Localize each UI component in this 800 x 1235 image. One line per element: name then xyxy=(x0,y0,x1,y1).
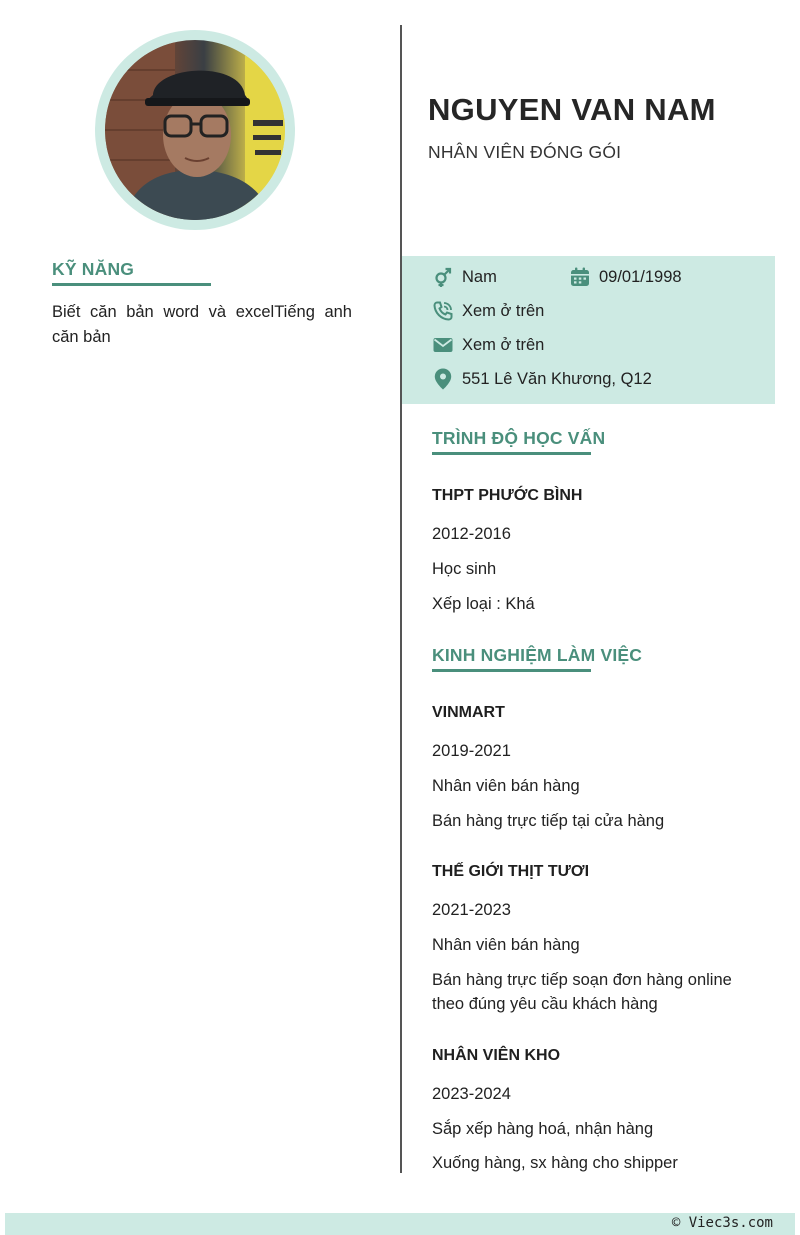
contact-box xyxy=(402,256,775,404)
job-position: Nhân viên bán hàng xyxy=(432,777,580,795)
job-position: Sắp xếp hàng hoá, nhận hàng xyxy=(432,1120,654,1138)
avatar xyxy=(105,40,285,220)
job-years: 2019-2021 xyxy=(432,742,511,760)
envelope-icon xyxy=(432,334,454,356)
footer-copyright: © Viec3s.com xyxy=(671,1215,773,1231)
phone-icon xyxy=(432,300,454,322)
education-school: THPT PHƯỚC BÌNH xyxy=(432,487,583,504)
job-description: Xuống hàng, sx hàng cho shipper xyxy=(432,1154,678,1172)
map-pin-icon xyxy=(432,368,454,390)
footer-bar xyxy=(5,1213,795,1235)
job-years: 2023-2024 xyxy=(432,1085,511,1103)
job-company: THẾ GIỚI THỊT TƯƠI xyxy=(432,863,590,880)
person-portrait-icon xyxy=(105,40,285,220)
education-underline xyxy=(432,452,591,455)
job-company: VINMART xyxy=(432,704,505,721)
address-value: 551 Lê Văn Khương, Q12 xyxy=(462,369,652,388)
skills-title: KỸ NĂNG xyxy=(52,259,135,279)
candidate-name: NGUYEN VAN NAM xyxy=(428,92,716,127)
contact-gender xyxy=(432,266,497,288)
contact-phone xyxy=(432,300,544,322)
gender-value: Nam xyxy=(462,267,497,286)
job-position: Nhân viên bán hàng xyxy=(432,936,580,954)
education-years: 2012-2016 xyxy=(432,525,511,543)
gender-icon xyxy=(432,266,454,288)
experience-underline xyxy=(432,669,591,672)
contact-address xyxy=(432,368,652,390)
calendar-icon xyxy=(569,266,591,288)
job-years: 2021-2023 xyxy=(432,901,511,919)
job-description: Bán hàng trực tiếp soạn đơn hàng online theo đúng yêu cầu khách hàng xyxy=(432,971,732,1013)
experience-title: KINH NGHIỆM LÀM VIỆC xyxy=(432,645,643,665)
email-value: Xem ở trên xyxy=(462,335,545,354)
profile-photo xyxy=(95,30,295,230)
skills-text: Biết căn bản word và excelTiếng anh căn bản xyxy=(52,303,352,346)
job-description: Bán hàng trực tiếp tại cửa hàng xyxy=(432,812,665,830)
education-title: TRÌNH ĐỘ HỌC VẤN xyxy=(432,428,606,448)
contact-birthday xyxy=(569,266,682,288)
column-divider xyxy=(400,25,402,1173)
education-grade: Xếp loại : Khá xyxy=(432,595,535,613)
birthday-value: 09/01/1998 xyxy=(599,267,682,286)
job-company: NHÂN VIÊN KHO xyxy=(432,1047,561,1064)
phone-value: Xem ở trên xyxy=(462,301,545,320)
contact-email xyxy=(432,334,544,356)
job-title: NHÂN VIÊN ĐÓNG GÓI xyxy=(428,142,622,162)
education-role: Học sinh xyxy=(432,560,497,578)
skills-underline xyxy=(52,283,211,286)
